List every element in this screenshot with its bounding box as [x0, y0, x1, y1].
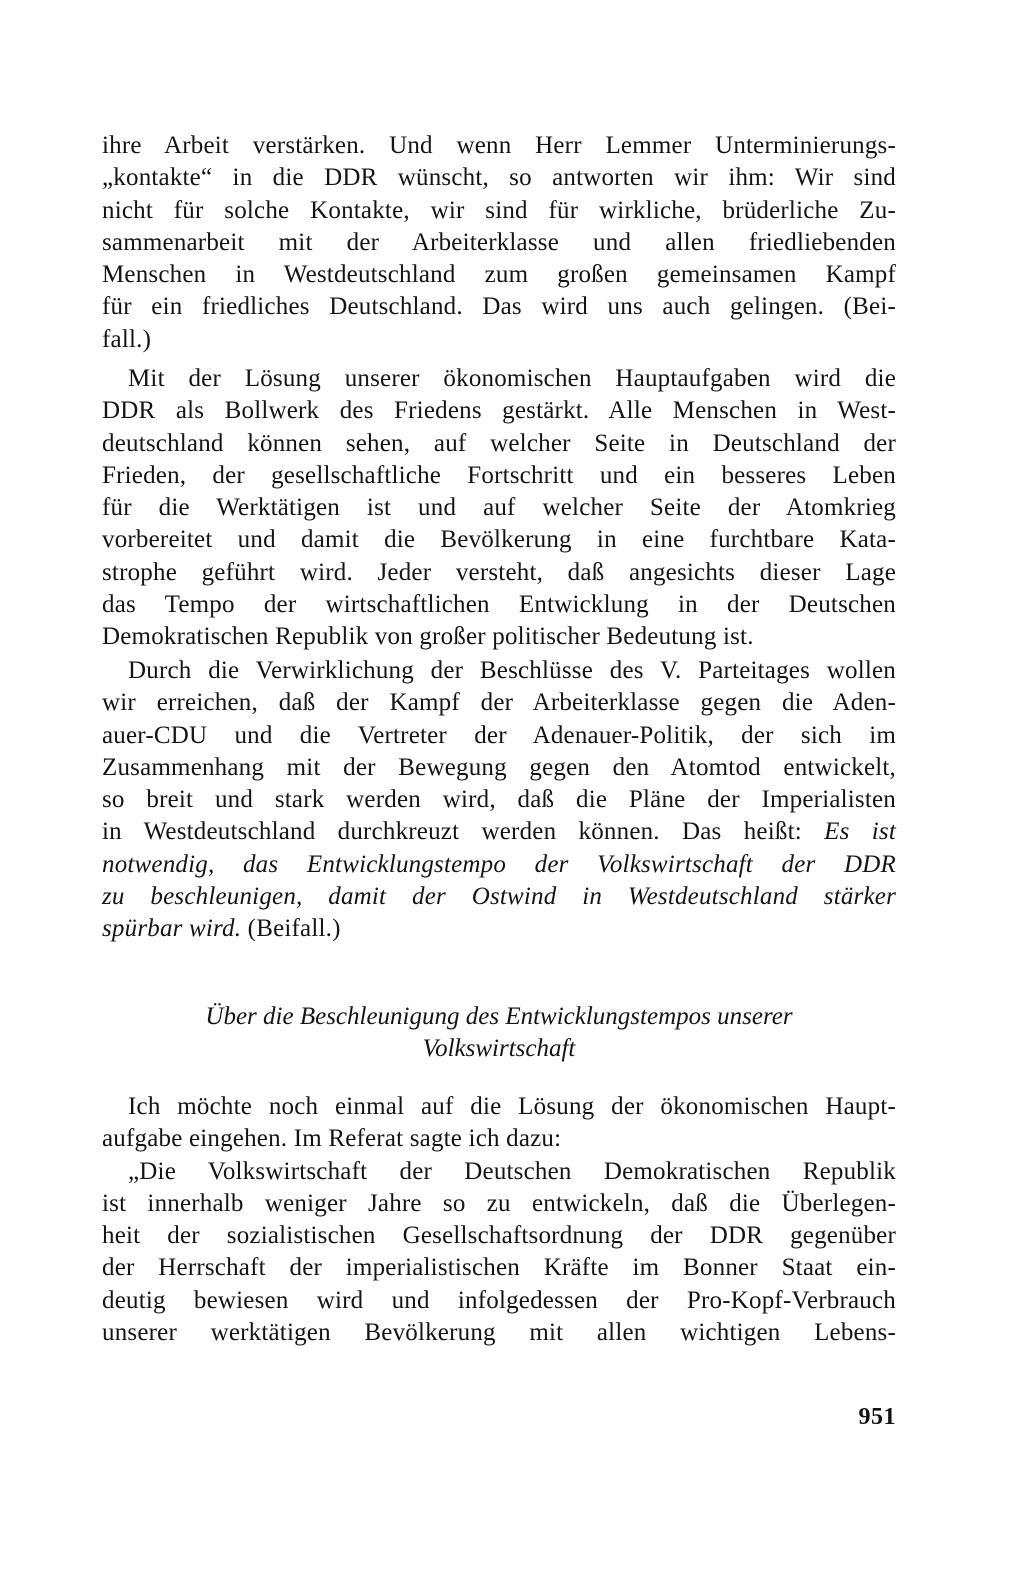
text-line: das Tempo der wirtschaftlichen Entwicklung in der Deutschen [102, 591, 896, 619]
paragraph-4 [102, 1091, 896, 1349]
text-line: aufgabe eingehen. Im Referat sagte ich dazu: [102, 1125, 562, 1153]
text-line: Zusammenhang mit der Bewegung gegen den Atomtod entwickelt, [102, 753, 896, 781]
text-line: nicht für solche Kontakte, wir sind für wirkliche, brüderliche Zu- [102, 196, 896, 224]
paragraph-2 [102, 363, 896, 654]
text-line: heit der sozialistischen Gesellschaftsordnung der DDR gegenüber [102, 1222, 896, 1250]
text-line: „Die Volkswirtschaft der Deutschen Demokratischen Republik [128, 1157, 896, 1185]
emphasis-line: notwendig, das Entwicklungstempo der Volkswirtschaft der DDR [102, 850, 896, 878]
text-line-mixed [102, 913, 896, 945]
text-line: Durch die Verwirklichung der Beschlüsse des V. Parteitages wollen [128, 657, 896, 684]
text-line: der Herrschaft der imperialistischen Kräfte im Bonner Staat ein- [102, 1254, 896, 1282]
page-number: 951 [858, 1404, 896, 1430]
text-line: Mit der Lösung unserer ökonomischen Hauptaufgaben wird die [128, 365, 896, 392]
emphasis-run: spürbar wird. [102, 915, 242, 943]
text-line: Demokratischen Republik von großer politischer Bedeutung ist. [102, 623, 754, 651]
text-run: (Beifall.) [241, 915, 341, 943]
text-line: vorbereitet und damit die Bevölkerung in eine furchtbare Kata- [102, 526, 896, 554]
text-line: fall.) [102, 325, 152, 353]
paragraph-3 [102, 655, 896, 946]
text-line: Menschen in Westdeutschland zum großen gemeinsamen Kampf [102, 261, 896, 289]
text-line: deutig bewiesen wird und infolgedessen der Pro-Kopf-Verbrauch [102, 1286, 896, 1314]
text-line: so breit und stark werden wird, daß die Pläne der Imperialisten [102, 786, 896, 814]
text-line: für ein friedliches Deutschland. Das wird uns auch gelingen. (Bei- [102, 293, 896, 321]
text-line: Ich möchte noch einmal auf die Lösung der ökonomischen Haupt- [128, 1093, 896, 1120]
emphasis-run: Es ist [824, 818, 896, 846]
text-line: wir erreichen, daß der Kampf der Arbeiterklasse gegen die Aden- [102, 689, 896, 717]
emphasis-line: zu beschleunigen, damit der Ostwind in Westdeutschland stärker [102, 883, 896, 911]
section-heading: Volkswirtschaft [422, 1035, 576, 1062]
text-line: deutschland können sehen, auf welcher Seite in Deutschland der [102, 429, 896, 457]
paragraph-1 [102, 130, 896, 356]
text-line: Frieden, der gesellschaftliche Fortschritt und ein besseres Leben [102, 461, 896, 489]
text-line: für die Werktätigen ist und auf welcher Seite der Atomkrieg [102, 494, 896, 522]
text-line: „kontakte“ in die DDR wünscht, so antworten wir ihm: Wir sind [102, 164, 896, 192]
text-line: unserer werktätigen Bevölkerung mit allen wichtigen Lebens- [102, 1319, 896, 1347]
text-line: auer-CDU und die Vertreter der Adenauer-Politik, der sich im [102, 721, 896, 749]
text-line: ist innerhalb weniger Jahre so zu entwickeln, daß die Überlegen- [102, 1189, 896, 1217]
text-line: ihre Arbeit verstärken. Und wenn Herr Lemmer Unterminierungs- [102, 132, 896, 159]
text-line: strophe geführt wird. Jeder versteht, daß angesichts dieser Lage [102, 558, 896, 586]
text-run: in Westdeutschland durchkreuzt werden können. Das heißt: [102, 818, 825, 846]
text-line: DDR als Bollwerk des Friedens gestärkt. Alle Menschen in West- [102, 397, 896, 425]
text-line-mixed [102, 816, 896, 848]
section-heading: Über die Beschleunigung des Entwicklungstempos unserer [205, 1003, 793, 1030]
text-line: sammenarbeit mit der Arbeiterklasse und allen friedliebenden [102, 228, 896, 256]
